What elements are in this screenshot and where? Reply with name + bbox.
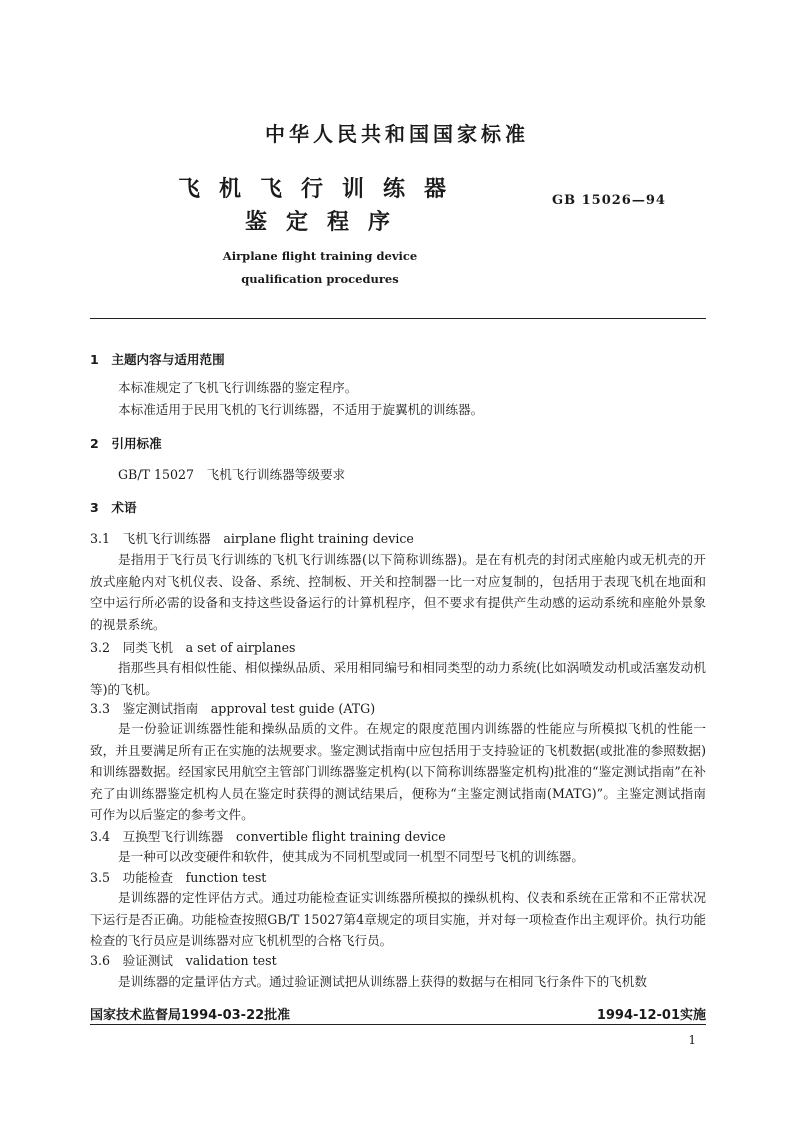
term-3-1-heading: 3.1 飞机飞行训练器 airplane flight training device	[90, 531, 414, 546]
footer-divider	[90, 1024, 706, 1025]
section-1-paragraph-1: 本标准规定了飞机飞行训练器的鉴定程序。	[118, 380, 358, 395]
term-3-2-body: 指那些具有相似性能、相似操纵品质、采用相同编号和相同类型的动力系统(比如涡喷发动机或活塞发动机等)的飞机。	[90, 660, 706, 697]
approval-date: 国家技术监督局1994-03-22批准	[90, 1008, 291, 1023]
term-3-4-heading: 3.4 互换型飞行训练器 convertible flight training device	[90, 829, 446, 844]
term-3-3-heading: 3.3 鉴定测试指南 approval test guide (ATG)	[90, 701, 376, 716]
national-standard-label: 中华人民共和国国家标准	[265, 122, 529, 146]
term-3-3-body: 是一份验证训练器性能和操纵品质的文件。在规定的限度范围内训练器的性能应与所模拟飞机的性能一致，并且要满足所有正在实施的法规要求。鉴定测试指南中应包括用于支持验证的飞机数据(或批准的参照数据)和训练器数据。经国家民用航空主管部门训练器鉴定机构(以下简称训练器鉴定机构)批准的“鉴定测试指南”在补充了由训练器鉴定机构人员在鉴定时获得的测试结果后，便称为“主鉴定测试指南(MATG)”。主鉴定测试指南可作为以后鉴定的参考文件。	[90, 721, 707, 822]
term-3-2-heading: 3.2 同类飞机 a set of airplanes	[90, 640, 296, 655]
english-title-line-1: Airplane flight training device	[222, 249, 418, 263]
section-1-heading: 1 主题内容与适用范围	[90, 352, 225, 367]
section-2-reference: GB/T 15027 飞机飞行训练器等级要求	[118, 467, 346, 482]
page-number: 1	[688, 1033, 696, 1047]
term-3-5-body: 是训练器的定性评估方式。通过功能检查证实训练器所模拟的操纵机构、仪表和系统在正常和不正常状况下运行是否正确。功能检查按照GB/T 15027第4章规定的项目实施，并对每一项检查作出主观评价。执行功能检查的飞行员应是训练器对应飞机机型的合格飞行员。	[90, 890, 706, 948]
section-1-paragraph-2: 本标准适用于民用飞机的飞行训练器，不适用于旋翼机的训练器。	[118, 402, 484, 417]
term-3-5-heading: 3.5 功能检查 function test	[90, 870, 267, 885]
title-line-1: 飞机飞行训练器	[178, 177, 466, 202]
term-3-1-body: 是指用于飞行员飞行训练的飞机飞行训练器(以下简称训练器)。是在有机壳的封闭式座舱内或无机壳的开放式座舱内对飞机仪表、设备、系统、控制板、开关和控制器一比一对应复制的，包括用于表现飞机在地面和空中运行所必需的设备和支持这些设备运行的计算机程序，但不要求有提供产生动感的运动系统和座舱外景象的视景系统。	[90, 552, 706, 632]
term-3-6-heading-visible: 3.6 验证测试 validation test	[90, 953, 277, 968]
standard-number: GB 15026—94	[552, 193, 666, 208]
header-divider	[90, 318, 706, 319]
english-title-line-2: qualification procedures	[241, 272, 399, 286]
section-2-heading: 2 引用标准	[90, 436, 162, 451]
effective-date: 1994-12-01实施	[596, 1008, 706, 1023]
section-3-heading: 3 术语	[90, 500, 137, 515]
term-3-6-body: 是训练器的定量评估方式。通过验证测试把从训练器上获得的数据与在相同飞行条件下的飞机数	[118, 974, 647, 989]
term-3-4-body: 是一种可以改变硬件和软件，使其成为不同机型或同一机型不同型号飞机的训练器。	[118, 849, 584, 864]
title-line-2: 鉴定程序	[245, 210, 410, 235]
